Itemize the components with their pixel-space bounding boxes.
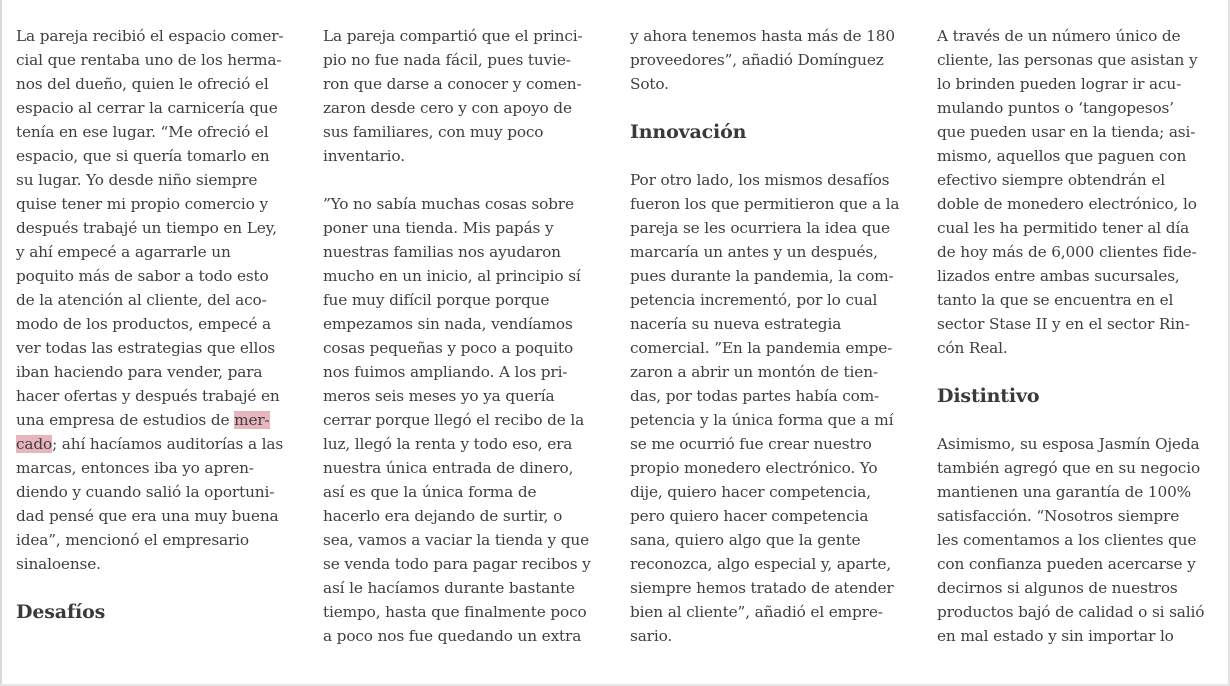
text-line: fueron los que permitieron que a la (630, 195, 900, 213)
text-line: se venda todo para pagar recibos y (323, 555, 591, 573)
text-line: marcas, entonces iba yo apren- (16, 459, 254, 477)
text-line: nos fuimos ampliando. A los pri- (323, 363, 568, 381)
text-line: idea”, mencionó el empresario (16, 531, 249, 549)
text-line: nacería su nueva estrategia (630, 315, 842, 333)
paragraph-gap (16, 576, 308, 600)
text-line: sinaloense. (16, 555, 101, 573)
text-line: propio monedero electrónico. Yo (630, 459, 878, 477)
text-line: sario. (630, 627, 673, 645)
text-line: La pareja recibió el espacio comer- (16, 27, 284, 45)
text-segment: una empresa de estudios de (16, 411, 235, 429)
text-line: sector Stase II y en el sector Rin- (937, 315, 1190, 333)
text-line: que pueden usar en la tienda; asi- (937, 123, 1196, 141)
text-line: poner una tienda. Mis papás y (323, 219, 554, 237)
text-line: con confianza pueden acercarse y (937, 555, 1196, 573)
text-line: pero quiero hacer competencia (630, 507, 869, 525)
text-line: pareja se les ocurriera la idea que (630, 219, 890, 237)
text-line: cliente, las personas que asistan y (937, 51, 1198, 69)
text-line: ron que darse a conocer y comen- (323, 75, 582, 93)
section-heading-distintivo: Distintivo (937, 385, 1040, 407)
text-line: proveedores”, añadió Domínguez (630, 51, 884, 69)
text-line: cual les ha permitido tener al día (937, 219, 1190, 237)
text-line: quise tener mi propio comercio y (16, 195, 268, 213)
text-line: así le hacíamos durante bastante (323, 579, 575, 597)
text-line (16, 432, 308, 456)
text-line: mulando puntos o ‘tangopesos’ (937, 99, 1174, 117)
text-line: productos bajó de calidad o si salió (937, 603, 1205, 621)
text-line: empezamos sin nada, vendíamos (323, 315, 573, 333)
text-line: sana, quiero algo que la gente (630, 531, 861, 549)
text-line: satisfacción. “Nosotros siempre (937, 507, 1180, 525)
text-line: modo de los productos, empecé a (16, 315, 271, 333)
text-line: decirnos si algunos de nuestros (937, 579, 1178, 597)
text-line: bien al cliente”, añadió el empre- (630, 603, 883, 621)
text-line: mantienen una garantía de 100% (937, 483, 1192, 501)
text-line: de hoy más de 6,000 clientes fide- (937, 243, 1197, 261)
article-column-4 (937, 24, 1229, 648)
text-line: nuestra única entrada de dinero, (323, 459, 574, 477)
text-line: La pareja compartió que el princi- (323, 27, 583, 45)
text-line: meros seis meses yo ya quería (323, 387, 555, 405)
text-line: cosas pequeñas y poco a poquito (323, 339, 574, 357)
text-line: dije, quiero hacer competencia, (630, 483, 871, 501)
text-line: das, por todas partes había com- (630, 387, 880, 405)
text-line: de la atención al cliente, del aco- (16, 291, 267, 309)
text-line: A través de un número único de (937, 27, 1181, 45)
text-line: reconozca, algo especial y, aparte, (630, 555, 892, 573)
text-line: y ahí empecé a agarrarle un (16, 243, 231, 261)
text-line: cón Real. (937, 339, 1008, 357)
text-line: se me ocurrió fue crear nuestro (630, 435, 872, 453)
page-left-edge (0, 0, 2, 686)
text-line: también agregó que en su negocio (937, 459, 1201, 477)
text-line: a poco nos fue quedando un extra (323, 627, 582, 645)
paragraph-gap (630, 144, 922, 168)
text-line: pues durante la pandemia, la com- (630, 267, 894, 285)
text-line: después trabajé un tiempo en Ley, (16, 219, 277, 237)
text-line: zaron a abrir un montón de tien- (630, 363, 878, 381)
text-line: en mal estado y sin importar lo (937, 627, 1174, 645)
paragraph-gap (630, 96, 922, 120)
text-line: así es que la única forma de (323, 483, 537, 501)
text-line (16, 408, 308, 432)
text-line: poquito más de sabor a todo esto (16, 267, 269, 285)
text-line: cial que rentaba uno de los herma- (16, 51, 282, 69)
text-line: Soto. (630, 75, 669, 93)
paragraph-gap (323, 168, 615, 192)
text-line: efectivo siempre obtendrán el (937, 171, 1165, 189)
text-line: lo brinden pueden lograr ir acu- (937, 75, 1182, 93)
text-line: sea, vamos a vaciar la tienda y que (323, 531, 589, 549)
text-line: inventario. (323, 147, 405, 165)
text-line: petencia y la única forma que a mí (630, 411, 894, 429)
text-line: ver todas las estrategias que ellos (16, 339, 275, 357)
text-line: ”Yo no sabía muchas cosas sobre (323, 195, 574, 213)
text-line: cerrar porque llegó el recibo de la (323, 411, 585, 429)
text-segment: ; ahí hacíamos auditorías a las (52, 435, 284, 453)
text-line: sus familiares, con muy poco (323, 123, 544, 141)
highlighted-word[interactable]: mer- (234, 411, 270, 429)
text-line: espacio al cerrar la carnicería que (16, 99, 278, 117)
article-column-3 (630, 24, 922, 648)
text-line: hacer ofertas y después trabajé en (16, 387, 280, 405)
text-line: dad pensé que era una muy buena (16, 507, 279, 525)
text-line: fue muy difícil porque porque (323, 291, 550, 309)
section-heading-innovacion: Innovación (630, 121, 747, 143)
text-line: nos del dueño, quien le ofreció el (16, 75, 269, 93)
text-line: hacerlo era dejando de surtir, o (323, 507, 563, 525)
text-line: su lugar. Yo desde niño siempre (16, 171, 258, 189)
text-line: mucho en un inicio, al principio sí (323, 267, 581, 285)
text-line: luz, llegó la renta y todo eso, era (323, 435, 573, 453)
text-line: nuestras familias nos ayudaron (323, 243, 561, 261)
text-line: zaron desde cero y con apoyo de (323, 99, 572, 117)
text-line: comercial. ”En la pandemia empe- (630, 339, 893, 357)
text-line: iban haciendo para vender, para (16, 363, 263, 381)
text-line: y ahora tenemos hasta más de 180 (630, 27, 895, 45)
article-column-2 (323, 24, 615, 648)
text-line: pio no fue nada fácil, pues tuvie- (323, 51, 571, 69)
text-line: les comentamos a los clientes que (937, 531, 1197, 549)
paragraph-gap (937, 360, 1229, 384)
article-column-1 (16, 24, 308, 624)
text-line: diendo y cuando salió la oportuni- (16, 483, 275, 501)
text-line: tenía en ese lugar. “Me ofreció el (16, 123, 269, 141)
text-line: Asimismo, su esposa Jasmín Ojeda (937, 435, 1200, 453)
text-line: Por otro lado, los mismos desafíos (630, 171, 890, 189)
text-line: marcaría un antes y un después, (630, 243, 878, 261)
text-line: tanto la que se encuentra en el (937, 291, 1174, 309)
text-line: mismo, aquellos que paguen con (937, 147, 1187, 165)
highlighted-word[interactable]: cado (16, 435, 53, 453)
paragraph-gap (937, 408, 1229, 432)
text-line: doble de monedero electrónico, lo (937, 195, 1197, 213)
text-line: petencia incrementó, por lo cual (630, 291, 878, 309)
text-line: lizados entre ambas sucursales, (937, 267, 1180, 285)
text-line: espacio, que si quería tomarlo en (16, 147, 270, 165)
text-line: siempre hemos tratado de atender (630, 579, 894, 597)
text-line: tiempo, hasta que finalmente poco (323, 603, 587, 621)
section-heading-desafios: Desafíos (16, 601, 106, 623)
